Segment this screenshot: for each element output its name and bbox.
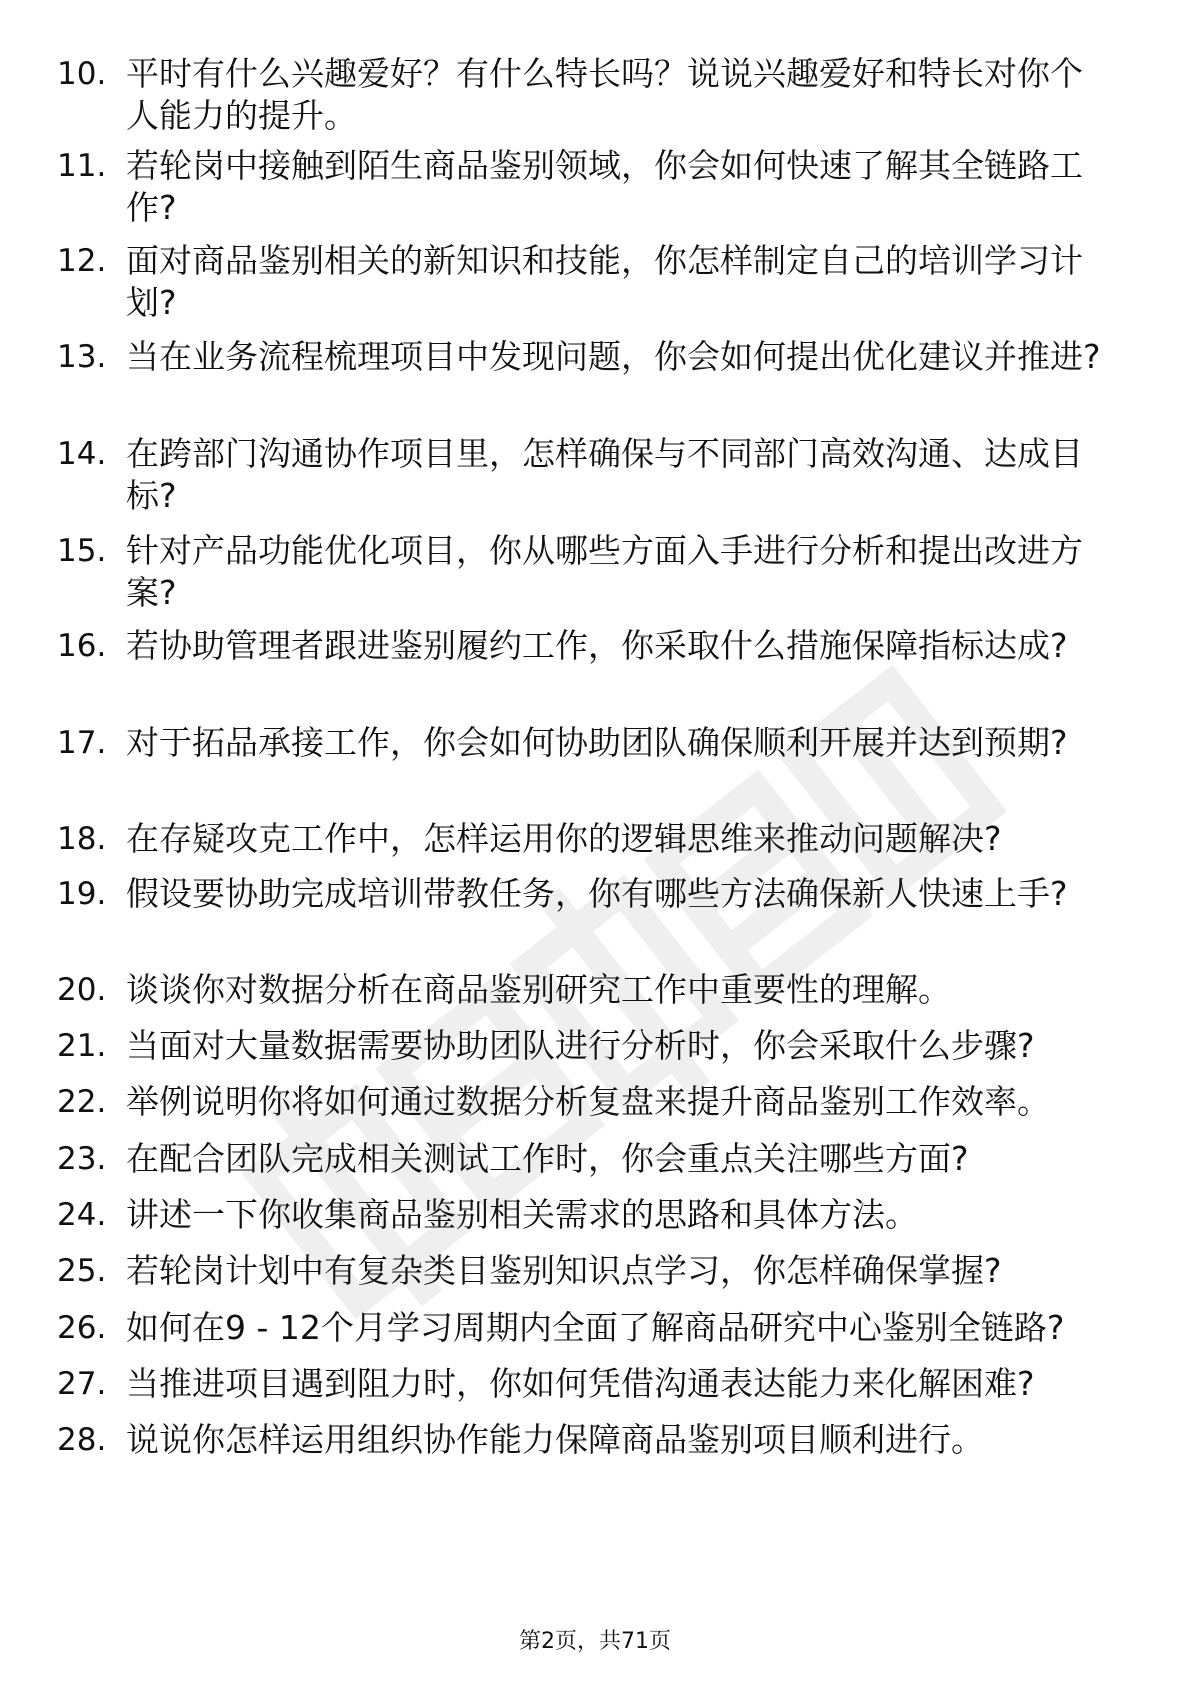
question-text: 若轮岗计划中有复杂类目鉴别知识点学习，你怎样确保掌握? — [126, 1251, 1002, 1290]
question-number: 12. — [57, 243, 107, 279]
question-text: 说说你怎样运用组织协作能力保障商品鉴别项目顺利进行。 — [126, 1420, 984, 1459]
question-text: 当推进项目遇到阻力时，你如何凭借沟通表达能力来化解困难? — [126, 1364, 1035, 1403]
question-number: 27. — [57, 1366, 107, 1402]
question-text: 对于拓品承接工作，你会如何协助团队确保顺利开展并达到预期? — [126, 723, 1068, 762]
question-number: 13. — [57, 339, 107, 375]
question-number: 14. — [57, 436, 107, 472]
question-number: 10. — [57, 56, 107, 92]
question-text: 谈谈你对数据分析在商品鉴别研究工作中重要性的理解。 — [126, 970, 951, 1009]
question-text: 当面对大量数据需要协助团队进行分析时，你会采取什么步骤? — [126, 1026, 1035, 1065]
question-text: 在跨部门沟通协作项目里，怎样确保与不同部门高效沟通、达成目标? — [126, 434, 1083, 515]
question-number: 17. — [57, 725, 107, 761]
question-text: 当在业务流程梳理项目中发现问题，你会如何提出优化建议并推进? — [126, 337, 1101, 376]
question-number: 23. — [57, 1141, 107, 1177]
question-text: 若轮岗中接触到陌生商品鉴别领域，你会如何快速了解其全链路工作? — [126, 146, 1083, 227]
question-text: 在存疑攻克工作中，怎样运用你的逻辑思维来推动问题解决? — [126, 819, 1002, 858]
question-text: 如何在9 - 12个月学习周期内全面了解商品研究中心鉴别全链路? — [126, 1308, 1065, 1347]
page-footer: 第2页，共71页 — [519, 1629, 671, 1654]
question-text: 若协助管理者跟进鉴别履约工作，你采取什么措施保障指标达成? — [126, 626, 1068, 665]
question-text: 针对产品功能优化项目，你从哪些方面入手进行分析和提出改进方案? — [126, 531, 1083, 612]
question-text: 讲述一下你收集商品鉴别相关需求的思路和具体方法。 — [126, 1195, 918, 1234]
question-text: 平时有什么兴趣爱好？有什么特长吗？说说兴趣爱好和特长对你个人能力的提升。 — [126, 54, 1083, 135]
question-text: 假设要协助完成培训带教任务，你有哪些方法确保新人快速上手? — [126, 874, 1068, 913]
question-number: 26. — [57, 1310, 107, 1346]
question-number: 19. — [57, 876, 107, 912]
question-number: 20. — [57, 972, 107, 1008]
question-number: 24. — [57, 1197, 107, 1233]
question-number: 22. — [57, 1084, 107, 1120]
question-number: 16. — [57, 628, 107, 664]
question-number: 25. — [57, 1253, 107, 1289]
question-number: 21. — [57, 1028, 107, 1064]
question-number: 15. — [57, 533, 107, 569]
question-text: 在配合团队完成相关测试工作时，你会重点关注哪些方面? — [126, 1139, 969, 1178]
question-text: 举例说明你将如何通过数据分析复盘来提升商品鉴别工作效率。 — [126, 1082, 1050, 1121]
question-text: 面对商品鉴别相关的新知识和技能，你怎样制定自己的培训学习计划? — [126, 241, 1083, 322]
question-number: 18. — [57, 821, 107, 857]
question-number: 28. — [57, 1422, 107, 1458]
question-number: 11. — [57, 148, 107, 184]
